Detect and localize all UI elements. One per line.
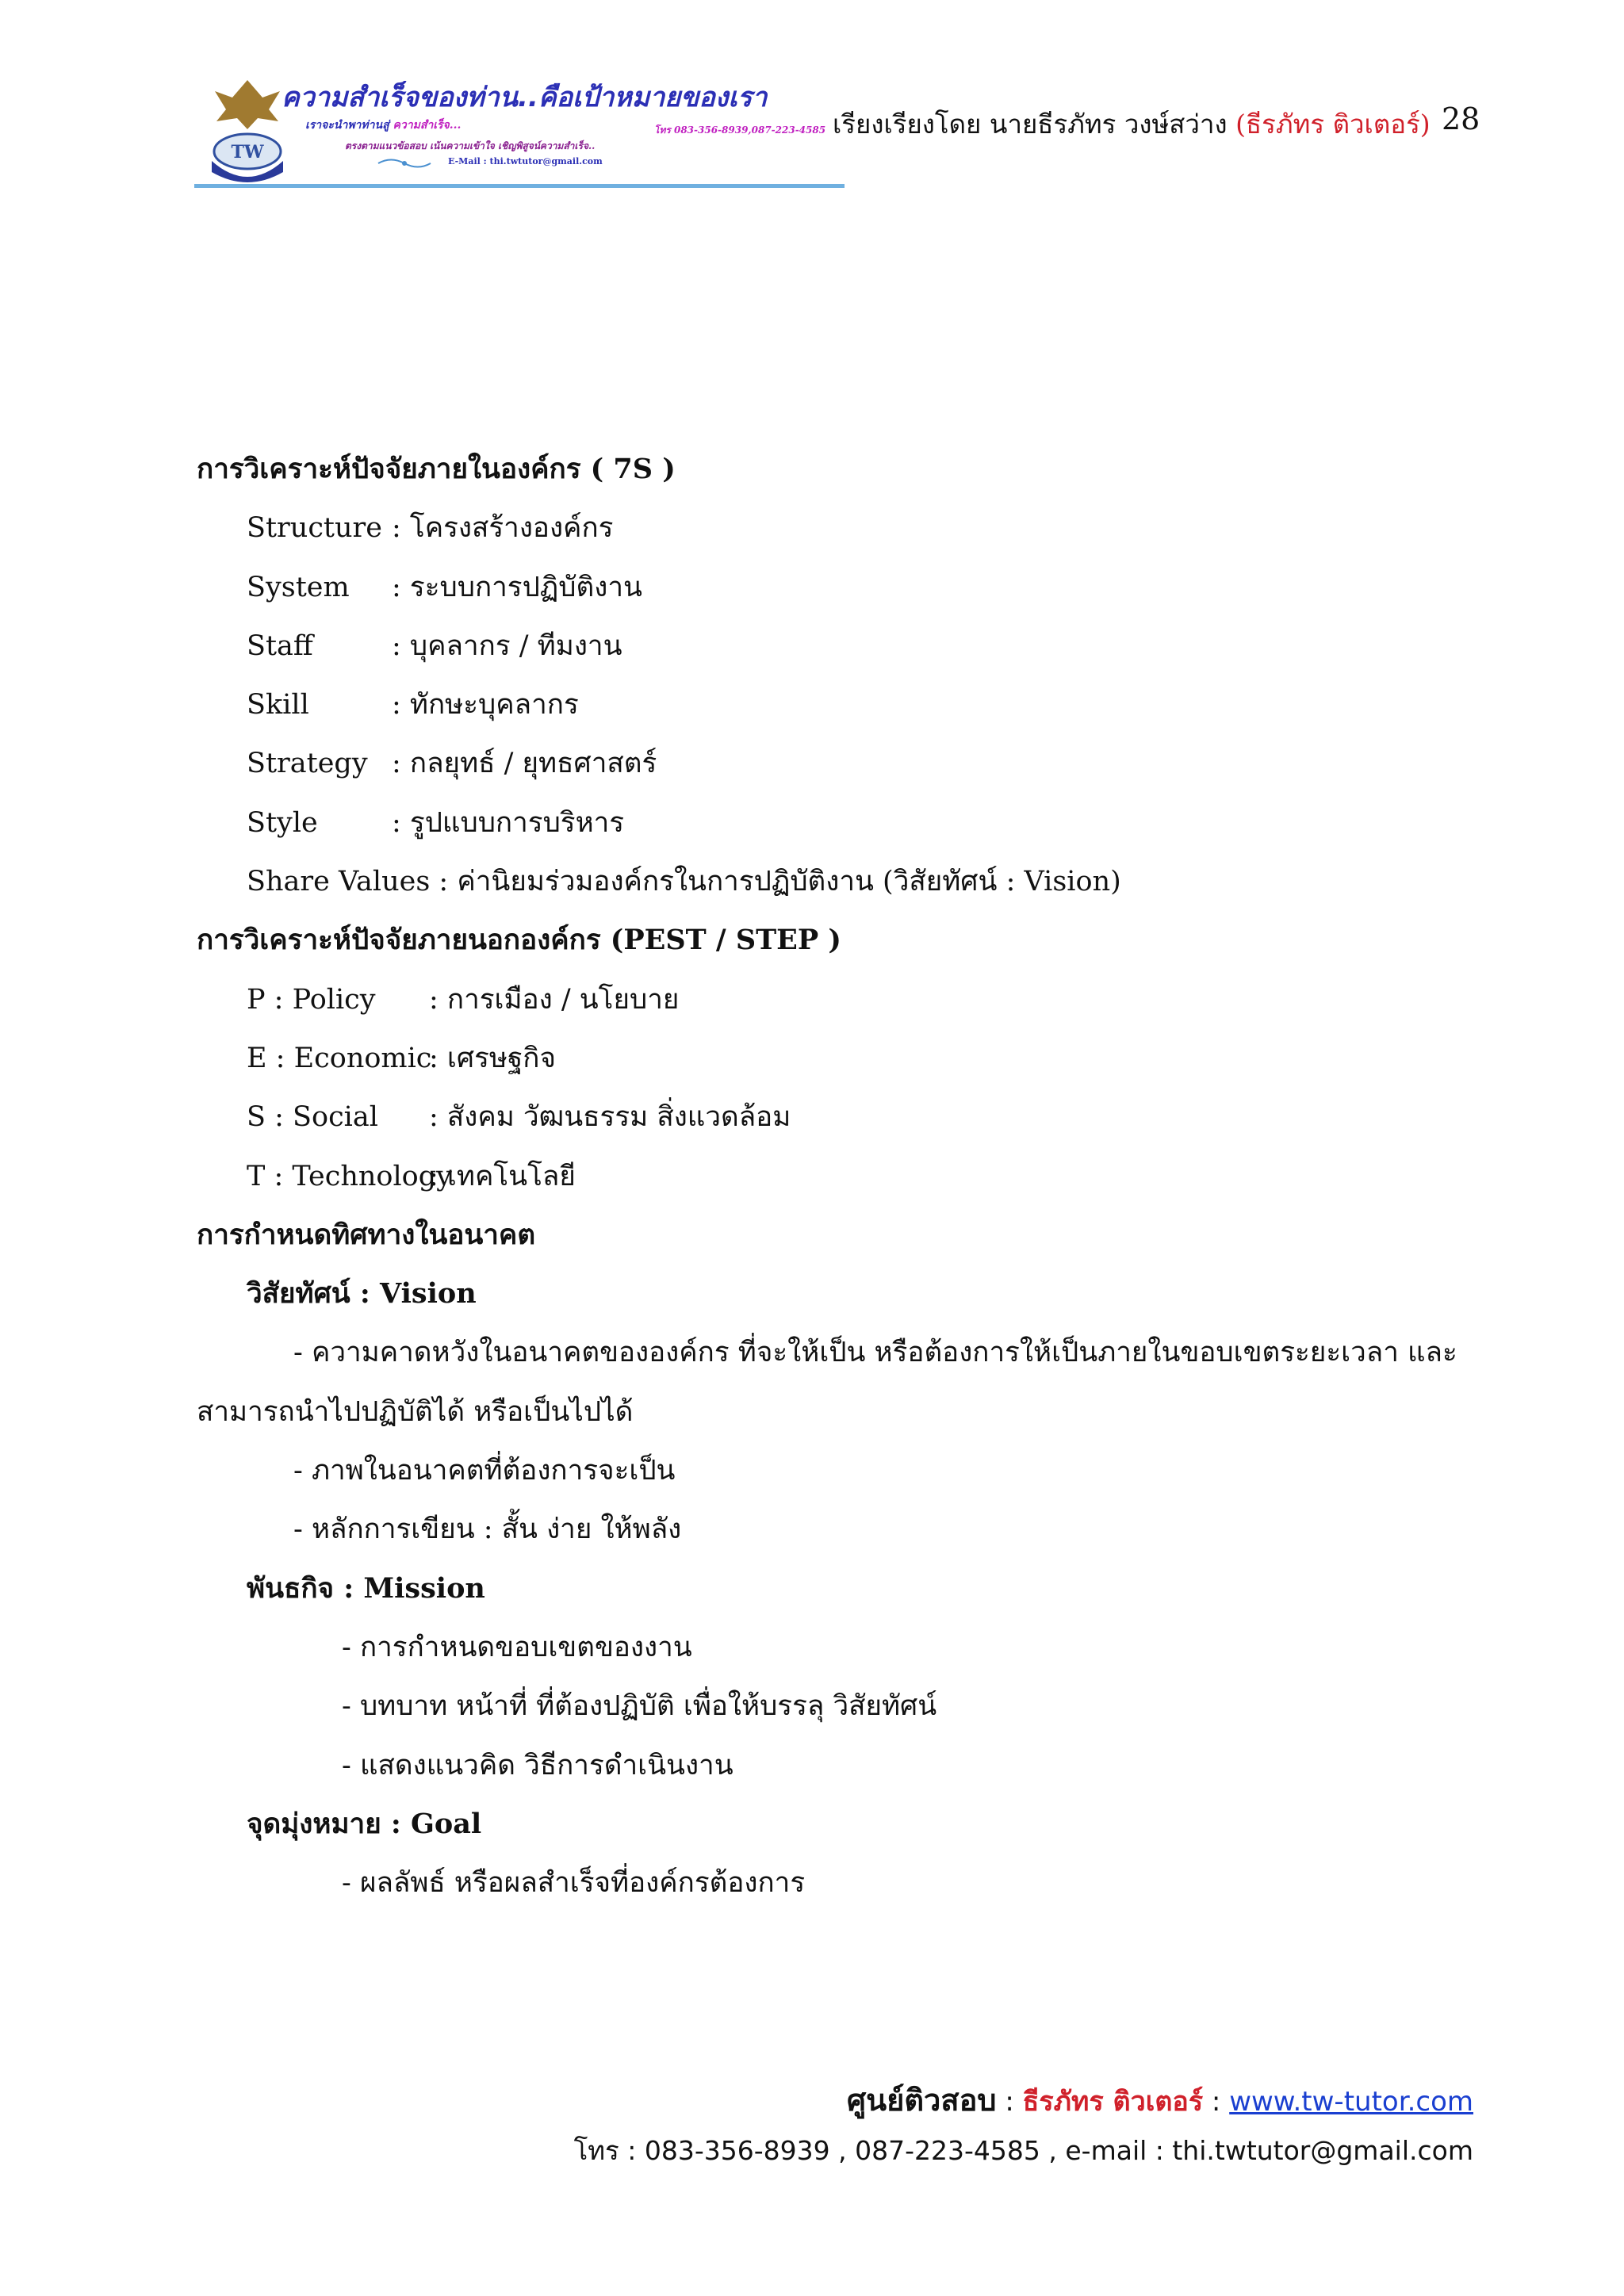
logo-subtitle-a: เราจะนำพาท่านสู่ (305, 119, 389, 132)
website-link[interactable]: www.tw-tutor.com (1229, 2086, 1473, 2118)
footer-separator: : (1203, 2086, 1230, 2118)
logo-slogan: ความสำเร็จของท่าน..คือเป้าหมายของเรา (282, 82, 768, 113)
list-item-7s: System : ระบบการปฏิบัติงาน (247, 571, 642, 603)
logo-tagline: ตรงตามแนวข้อสอบ เน้นความเข้าใจ เชิญพิสูจน์ความสำเร็จ.. (345, 140, 596, 151)
list-item-7s: Strategy : กลยุทธ์ / ยุทธศาสตร์ (247, 748, 657, 780)
header-logo (194, 67, 845, 194)
vision-point-continuation: สามารถนำไปปฏิบัติได้ หรือเป็นไปได้ (197, 1395, 634, 1428)
mission-point: - แสดงแนวคิด วิธีการดำเนินงาน (342, 1749, 733, 1781)
share-values-line: Share Values : ค่านิยมร่วมองค์กรในการปฏิบัติงาน (วิสัยทัศน์ : Vision) (247, 866, 1121, 898)
author-brand: (ธีรภัทร ติวเตอร์) (1235, 109, 1431, 140)
document-body (197, 440, 1481, 1912)
footer-brand: ธีรภัทร ติวเตอร์ (1022, 2086, 1204, 2118)
mission-title: พันธกิจ : Mission (247, 1571, 485, 1605)
page-number: 28 (1442, 101, 1480, 136)
badge-text: TW (231, 142, 264, 163)
logo-phone: โทร 083-356-8939,087-223-4585 (654, 124, 826, 136)
heading-future-direction: การกำหนดทิศทางในอนาคต (197, 1218, 536, 1251)
mission-point: - การกำหนดขอบเขตของงาน (342, 1631, 692, 1663)
logo-email: E-Mail : thi.twtutor@gmail.com (448, 156, 603, 166)
list-item-7s: Style : รูปแบบการบริหาร (247, 806, 625, 839)
list-item-pest: P : Policy : การเมือง / นโยบาย (247, 983, 680, 1016)
vision-title: วิสัยทัศน์ : Vision (247, 1277, 477, 1311)
footer-brand-line (847, 2076, 1473, 2124)
footer-contact: โทร : 083-356-8939 , 087-223-4585 , e-mail : thi.twtutor@gmail.com (573, 2135, 1473, 2166)
vision-point: - หลักการเขียน : สั้น ง่าย ให้พลัง (293, 1513, 682, 1546)
list-item-7s: Skill : ทักษะบุคลากร (247, 689, 579, 721)
ribbon-ornament-icon (377, 156, 432, 170)
header-divider (194, 184, 845, 188)
author-credit (833, 103, 1431, 145)
list-item-7s: Staff : บุคลากร / ทีมงาน (247, 629, 622, 662)
vision-point: - ภาพในอนาคตที่ต้องการจะเป็น (293, 1455, 676, 1487)
eagle-badge-icon (201, 74, 294, 185)
logo-subtitle-b: ความสำเร็จ... (393, 119, 462, 132)
heading-7s: การวิเคราะห์ปัจจัยภายในองค์กร ( 7S ) (197, 453, 676, 485)
list-item-pest: T : Technology: เทคโนโลยี (247, 1160, 576, 1192)
heading-pest: การวิเคราะห์ปัจจัยภายนอกองค์กร (PEST / STEP ) (197, 924, 841, 957)
vision-point: - ความคาดหวังในอนาคตขององค์กร ที่จะให้เป็น หรือต้องการให้เป็นภายในขอบเขตระยะเวลา และ (293, 1337, 1457, 1369)
list-item-pest: E : Economic: เศรษฐกิจ (247, 1042, 556, 1074)
goal-title: จุดมุ่งหมาย : Goal (247, 1807, 482, 1840)
footer-center-name: ศูนย์ติวสอบ (847, 2083, 997, 2118)
goal-point: - ผลลัพธ์ หรือผลสำเร็จที่องค์กรต้องการ (342, 1867, 806, 1900)
list-item-7s: Structure : โครงสร้างองค์กร (247, 512, 614, 545)
author-name: เรียงเรียงโดย นายธีรภัทร วงษ์สว่าง (833, 109, 1228, 140)
list-item-pest: S : Social : สังคม วัฒนธรรม สิ่งแวดล้อม (247, 1101, 791, 1134)
footer-separator: : (996, 2086, 1023, 2118)
logo-subtitle (305, 117, 461, 134)
mission-point: - บทบาท หน้าที่ ที่ต้องปฏิบัติ เพื่อให้บรรลุ วิสัยทัศน์ (342, 1690, 937, 1723)
